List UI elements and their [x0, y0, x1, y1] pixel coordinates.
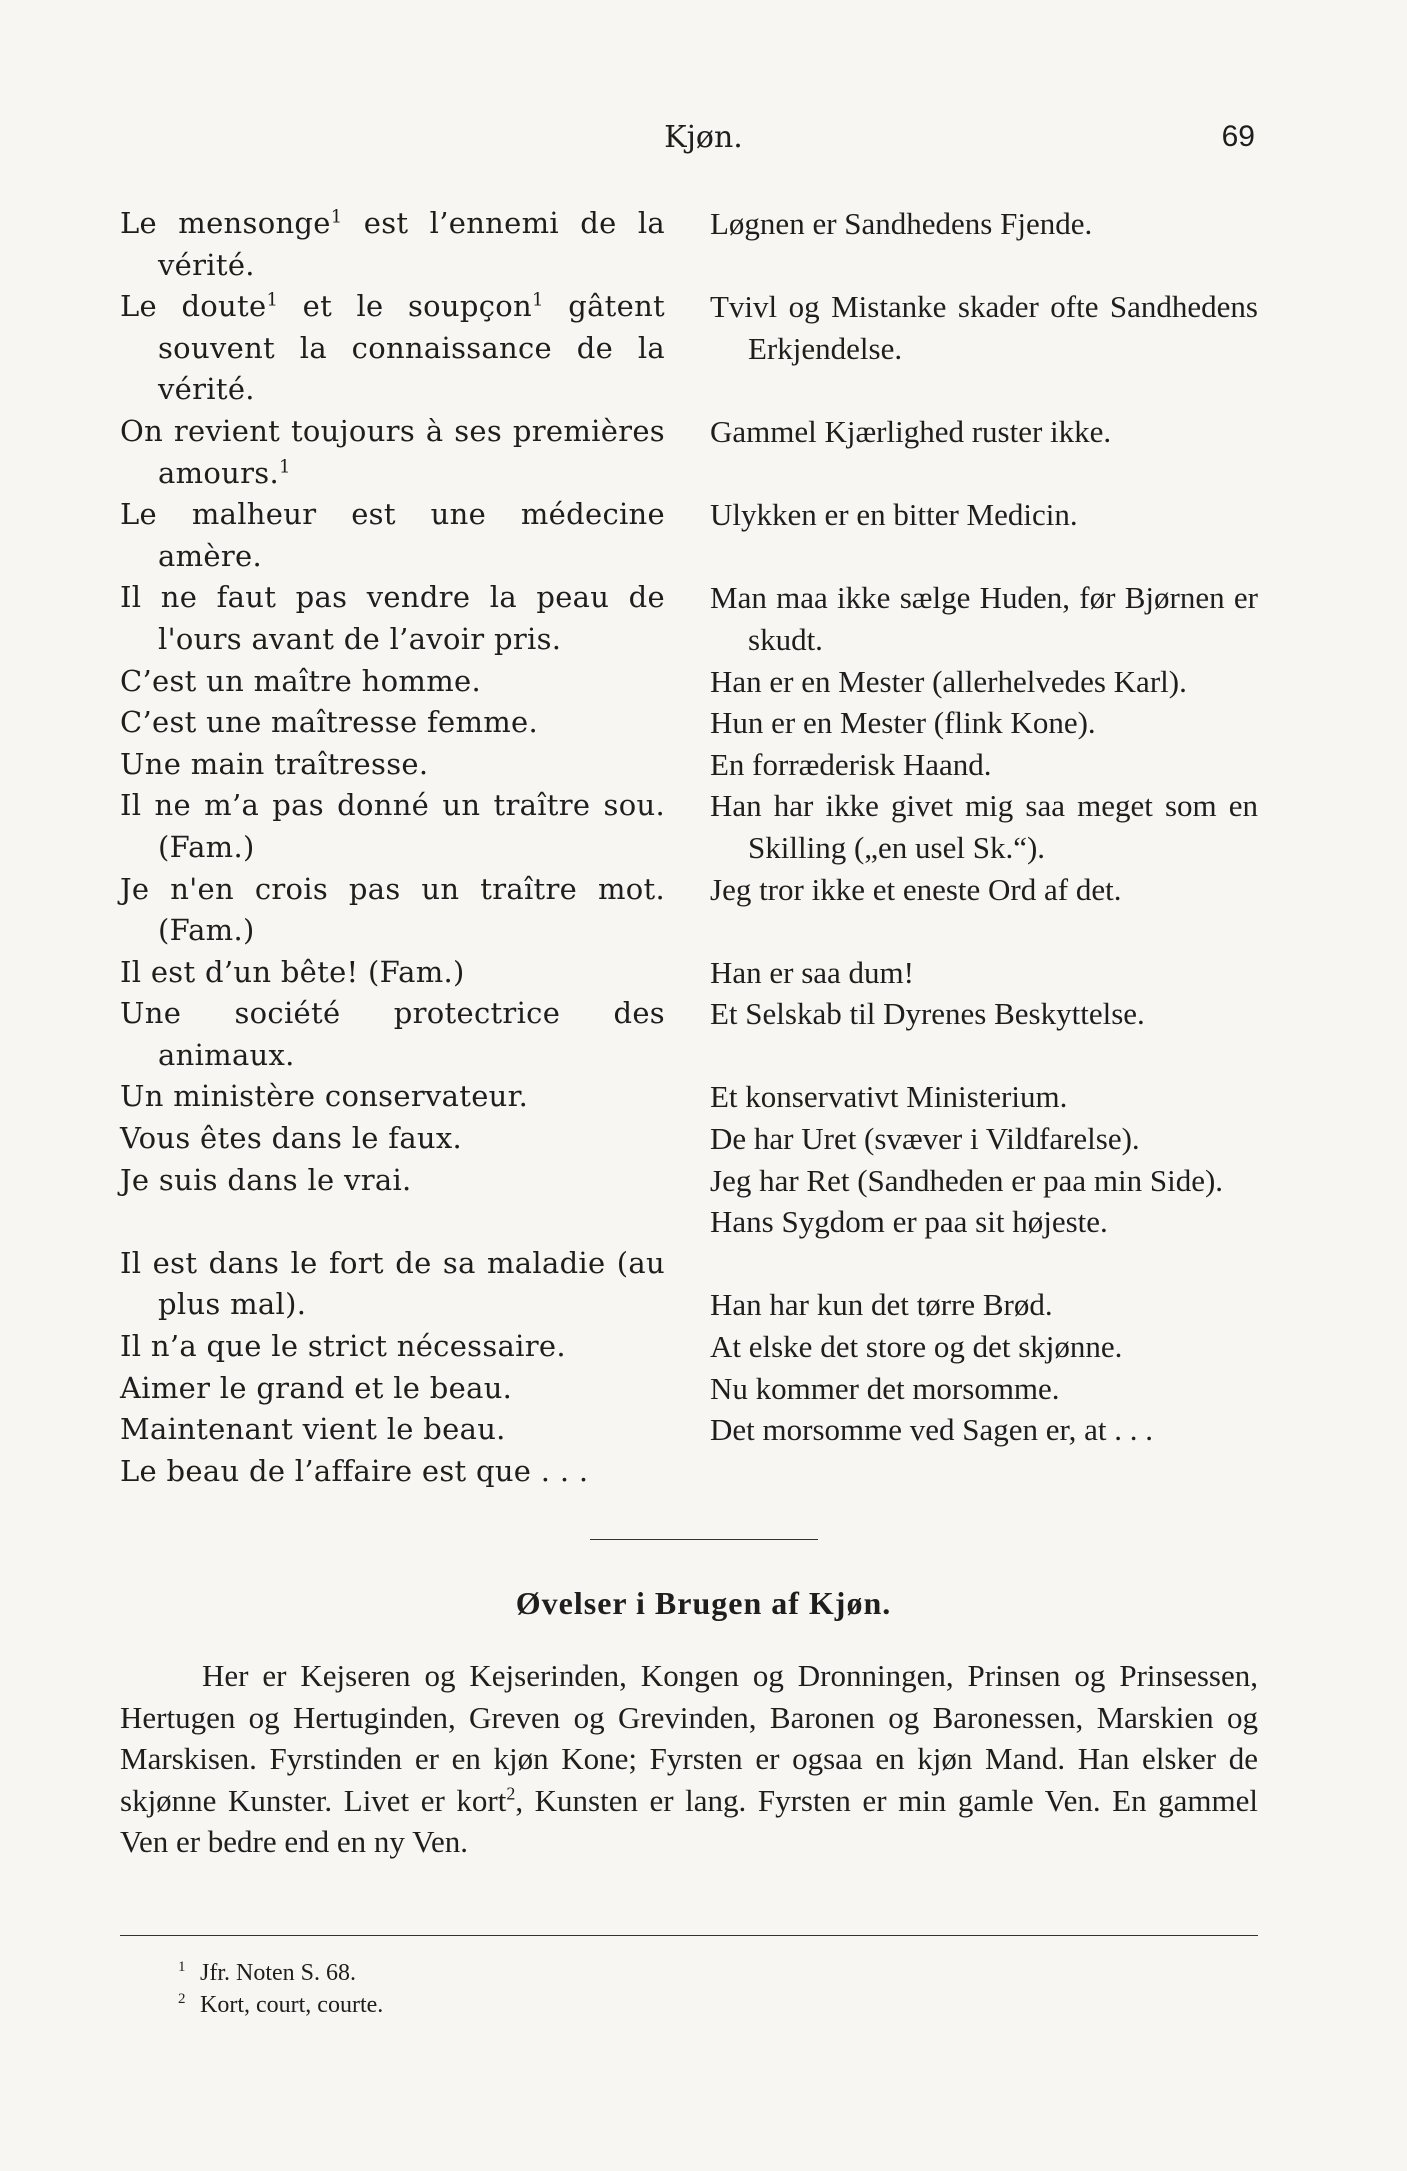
french-column [120, 203, 665, 1492]
danish-entry: Han har ikke givet mig saa meget som en Skilling („en usel Sk.“). [710, 788, 1258, 865]
danish-entry: Han er en Mester (allerhelvedes Karl). [710, 663, 1187, 699]
danish-entry: Løgnen er Sandhedens Fjende. [710, 206, 1093, 241]
exercise-paragraph: Her er Kejseren og Kejserinden, Kongen og Dronningen, Prinsen og Prinsessen, Hertugen og Hertuginden, Greven og Grevinden, Baronen og Baronessen, Marskien og Marskisen. Fyrstinden er en kjøn Kone; Fyrsten er ogsaa en kjøn Mand. Han elsker de skjønne Kunster. Livet er kort$^2$, Kunsten er lang. Fyrsten er min gamle Ven. En gammel Ven er bedre end en ny Ven. [120, 1658, 1258, 1860]
french-entry: Le beau de l’affaire est que . . . [120, 1453, 589, 1488]
french-entry: Je n'en crois pas un traître mot. (Fam.) [120, 871, 665, 948]
danish-entry: Nu kommer det morsomme. [710, 1370, 1060, 1406]
french-entry: Une société protectrice des animaux. [120, 996, 665, 1072]
footnote: 1 Jfr. Noten S. 68. [178, 1959, 356, 1986]
danish-entry: Et konservativt Ministerium. [710, 1079, 1068, 1115]
french-entry: Je suis dans le vrai. [120, 1162, 412, 1197]
footnote-divider [120, 1935, 1258, 1936]
page-number: 69 [1221, 120, 1255, 153]
danish-entry: Hun er en Mester (flink Kone). [710, 705, 1096, 741]
french-entry: Il ne faut pas vendre la peau de l'ours avant de l’avoir pris. [120, 580, 665, 656]
danish-entry: Han er saa dum! [710, 954, 914, 990]
danish-entry: Man maa ikke sælge Huden, før Bjørnen er skudt. [710, 580, 1258, 657]
french-entry: Le mensonge$^1$ est l’ennemi de la vérité. [120, 206, 665, 282]
danish-entry: Jeg tror ikke et eneste Ord af det. [710, 871, 1122, 907]
french-entry: Il est d’un bête! (Fam.) [120, 954, 465, 989]
danish-entry: En forræderisk Haand. [710, 746, 992, 782]
french-entry: On revient toujours à ses premières amours.$^1$ [120, 413, 665, 490]
danish-entry: Et Selskab til Dyrenes Beskyttelse. [710, 996, 1145, 1032]
french-entry: Vous êtes dans le faux. [120, 1121, 463, 1156]
danish-entry: Han har kun det tørre Brød. [710, 1287, 1053, 1323]
french-entry: Il n’a que le strict nécessaire. [120, 1329, 566, 1364]
french-entry: C’est une maîtresse femme. [120, 705, 539, 740]
french-entry: Il est dans le fort de sa maladie (au plus mal). [120, 1245, 665, 1322]
french-entry: Le doute$^1$ et le soupçon$^1$ gâtent souvent la connaissance de la vérité. [120, 289, 665, 407]
french-entry: Le malheur est une médecine amère. [120, 497, 665, 573]
running-head: Kjøn. [664, 120, 743, 155]
french-entry: Une main traîtresse. [120, 746, 429, 781]
footnote: 2 Kort, court, courte. [178, 1991, 384, 2018]
danish-entry: Gammel Kjærlighed ruster ikke. [710, 413, 1112, 449]
danish-entry: At elske det store og det skjønne. [710, 1329, 1123, 1365]
danish-entry: De har Uret (svæver i Vildfarelse). [710, 1121, 1140, 1157]
danish-column [710, 203, 1258, 1451]
section-title: Øvelser i Brugen af Kjøn. [515, 1585, 892, 1621]
danish-entry: Hans Sygdom er paa sit højeste. [710, 1204, 1108, 1240]
danish-entry: Tvivl og Mistanke skader ofte Sandhedens Erkjendelse. [710, 289, 1258, 366]
french-entry: Maintenant vient le beau. [120, 1412, 506, 1447]
section-divider [590, 1539, 818, 1540]
danish-entry: Det morsomme ved Sagen er, at . . . [710, 1412, 1153, 1448]
footnotes [178, 1957, 384, 2021]
french-entry: Un ministère conservateur. [120, 1079, 529, 1114]
danish-entry: Ulykken er en bitter Medicin. [710, 497, 1078, 533]
french-entry: Il ne m’a pas donné un traître sou. (Fam.) [120, 788, 665, 864]
danish-entry: Jeg har Ret (Sandheden er paa min Side). [710, 1162, 1224, 1198]
page-header [0, 120, 1407, 164]
french-entry: C’est un maître homme. [120, 663, 481, 698]
french-entry: Aimer le grand et le beau. [120, 1370, 513, 1405]
